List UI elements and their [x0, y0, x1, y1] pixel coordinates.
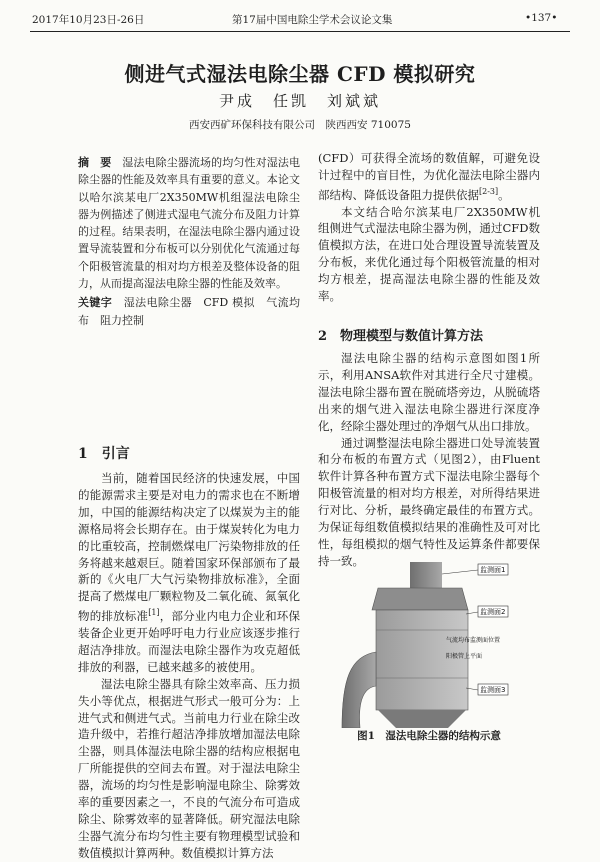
section1-ref1: [1] [148, 608, 160, 618]
outlet-duct [410, 562, 442, 588]
section1-body [78, 470, 300, 862]
figure1-drawing [338, 560, 538, 728]
section1-p1b-text: ，部分业内电力企业和环保装备企业更开始呼吁电力行业应该逐步推行超洁净排放。而湿法电除尘器作为攻克超低排放的利器，已越来越多的被使用。 [78, 609, 300, 674]
top-hood [372, 588, 468, 610]
section1-p1-text: 当前，随着国民经济的快速发展，中国的能源需求主要是对电力的需求也在不断增加，中国的能源结构决定了以煤炭为主的能源格局将会长期存在。由于煤炭转化为电力的比重较高，控制燃煤电厂污染物排放的任务将越来越艰巨。随着国家环保部颁布了最新的《火电厂大气污染物排放标准》，全面提高了燃煤电厂颗粒物及二氧化硫、氮氧化物的排放标准 [78, 471, 300, 624]
section2-heading-wrap [318, 325, 540, 344]
header-journal: 第17届中国电除尘学术会议论文集 [232, 14, 393, 26]
right-column-intro [318, 150, 540, 305]
right-p0b-text: 。 [498, 187, 510, 202]
paper-authors: 尹成 任凯 刘斌斌 [218, 92, 381, 110]
section2-paragraph-2: 通过调整湿法电除尘器进口处导流装置和分布板的布置方式（见图2），由Fluent软件计算各种布置方式下湿法电除尘器每个阳极管流量的相对均方根差，对所得结果进行对比、分析，最终确定最佳的布置方式。为保证每组数值模拟结果的准确性及可对比性，每组模拟的烟气特性及运算条件都要保持一致。 [318, 435, 540, 568]
abstract-label: 摘 要 [78, 156, 112, 169]
hopper [378, 710, 466, 728]
main-casing [376, 610, 468, 710]
label-flow-monitor-position: 气流均布监测面位置 [446, 637, 501, 644]
header-date: 2017年10月23日-26日 [32, 14, 145, 26]
paper-title: 侧进气式湿法电除尘器 CFD 模拟研究 [124, 62, 476, 86]
section1-heading: 1 引言 [78, 446, 130, 462]
label-monitor-2: 监测面2 [480, 608, 506, 616]
section1-heading-wrap [78, 443, 300, 463]
abstract-block [78, 154, 300, 329]
section2-heading: 2 物理模型与数值计算方法 [318, 329, 484, 344]
header-rule [30, 31, 570, 32]
section1-paragraph-1 [78, 470, 300, 676]
right-paragraph-1: 本文结合哈尔滨某电厂2X350MW机组侧进气式湿法电除尘器为例，通过CFD数值模拟方法，在进口处合理设置导流装置及分布板，来优化通过每个阳极管流量的相对均方根差，提高湿法电除尘器的性能及效率。 [318, 204, 540, 304]
label-anode-tube-top: 阳极管上平面 [446, 653, 483, 660]
section1-paragraph-2: 湿法电除尘器具有除尘效率高、压力损失小等优点，根据进气形式一般可分为：上进气式和侧进气式。当前电力行业在除尘改造升级中，若推行超洁净排放增加湿法电除尘器，则具体湿法电除尘器的结构应根据电厂所能提供的空间去布置。对于湿法电除尘器，流场的均匀性是影响湿电除尘、除雾效率的重要因素之一，不良的气流分布可造成除尘、除雾效率的显著降低。研究湿法电除尘器气流分布均匀性主要有物理模型试验和数值模拟计算两种。数值模拟计算方法 [78, 676, 300, 860]
keywords-text: 湿法电除尘器 CFD 模拟 气流均布 阻力控制 [78, 296, 300, 327]
figure1-caption: 图1 湿法电除尘器的结构示意 [357, 730, 501, 742]
inlet-duct [342, 652, 376, 728]
header-page-number: •137• [525, 12, 558, 24]
right-p0-text: (CFD）可获得全流场的数值解，可避免设计过程中的盲目性，为优化湿法电除尘器内部结构、降低设备阻力提供依据 [318, 151, 540, 202]
label-monitor-3: 监测面3 [480, 686, 506, 694]
figure1 [338, 560, 538, 728]
keywords-label: 关键字 [78, 296, 113, 310]
section2-paragraph-1: 湿法电除尘器的结构示意图如图1所示，利用ANSA软件对其进行全尺寸建模。湿法电除尘器布置在脱硫塔旁边，从脱硫塔出来的烟气进入湿法电除尘器进行深度净化，经除尘器处理过的净烟气从出口排放。 [318, 351, 540, 433]
right-paragraph-0 [318, 150, 540, 204]
label-monitor-1: 监测面1 [480, 566, 506, 574]
paper-affiliation: 西安西矿环保科技有限公司 陕西西安 710075 [189, 119, 411, 131]
section2-body [318, 350, 540, 570]
right-ref2: [2-3] [479, 186, 499, 196]
abstract-text: 湿法电除尘器流场的均匀性对湿法电除尘器的性能及效率具有重要的意义。本论文以哈尔滨某电厂2X350MW机组湿法电除尘器为例描述了侧进式湿电气流分布及阻力计算的过程。结果表明，在湿法电除尘器内通过设置导流装置和分布板可以分别优化气流通过每个阳极管流量的相对均方根差及整体设备的阻力，从而提高湿法电除尘器的性能及效率。 [78, 156, 301, 291]
